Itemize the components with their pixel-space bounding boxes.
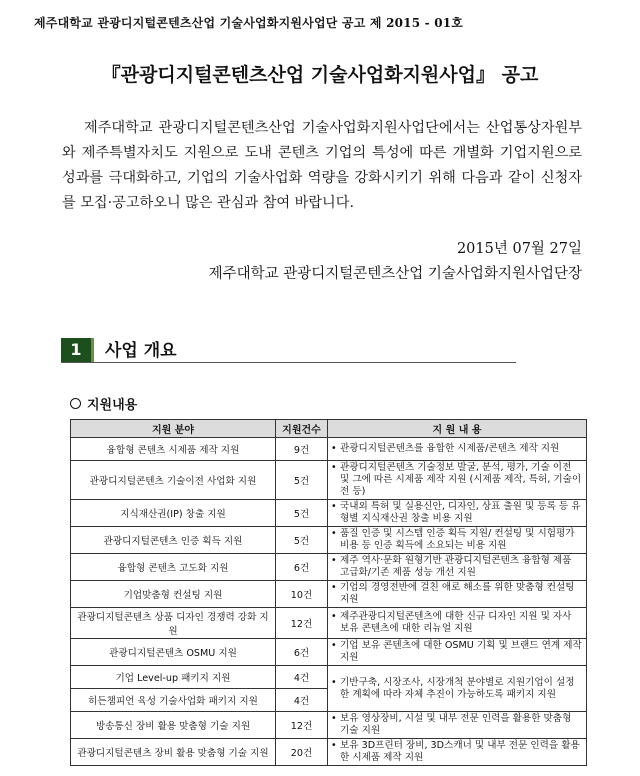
row-field: 히든챔피언 육성 기술사업화 패키지 지원 xyxy=(71,689,276,712)
row-content: • 기업 보유 콘텐츠에 대한 OSMU 기획 및 브랜드 연계 제작 지원 xyxy=(328,639,587,666)
table-row xyxy=(71,739,587,766)
row-content: • 보유 3D프린터 장비, 3D스캐너 및 내부 전문 인력을 활용한 시제품 제작 지원 xyxy=(328,739,587,766)
row-field: 지식재산권(IP) 창출 지원 xyxy=(71,500,276,527)
subsection-title: 지원내용 xyxy=(87,398,138,413)
bullet-icon: • xyxy=(331,676,337,688)
row-field: 관광디지털콘텐츠 OSMU 지원 xyxy=(71,639,276,666)
section-heading xyxy=(61,338,516,363)
table-row xyxy=(71,500,587,527)
row-count: 9건 xyxy=(276,438,328,461)
row-field: 융합형 콘텐츠 고도화 지원 xyxy=(71,554,276,581)
intro-paragraph xyxy=(62,116,582,216)
row-content: • 관광디지털콘텐츠를 융합한 시제품/콘텐츠 제작 지원 xyxy=(328,438,587,461)
row-content: • 제주 역사·문화 원형기반 관광디지털콘텐츠 융합형 제품 고급화/기존 제품 성능 개선 지원 xyxy=(328,554,587,581)
bullet-icon: • xyxy=(331,443,337,454)
bullet-icon: • xyxy=(331,582,337,593)
row-count: 5건 xyxy=(276,500,328,527)
table-row xyxy=(71,461,587,500)
row-content: • 기반구축, 시장조사, 시장개척 분야별로 지원기업이 설정한 계획에 따라 자체 추진이 가능하도록 패키지 지원 xyxy=(328,666,587,712)
table-row xyxy=(71,581,587,608)
table-row xyxy=(71,666,587,689)
row-field: 기업맞춤형 컨설팅 지원 xyxy=(71,581,276,608)
row-count: 5건 xyxy=(276,461,328,500)
announcement-date: 2015년 07월 27일 xyxy=(456,241,582,257)
table-row xyxy=(71,639,587,666)
bullet-icon: • xyxy=(331,740,337,751)
row-field: 융합형 콘텐츠 시제품 제작 지원 xyxy=(71,438,276,461)
row-count: 12건 xyxy=(276,712,328,739)
row-count: 20건 xyxy=(276,739,328,766)
table-row xyxy=(71,527,587,554)
row-field: 관광디지털콘텐츠 인증 획득 지원 xyxy=(71,527,276,554)
row-content: • 관광디지털콘텐츠 기술정보 발굴, 분석, 평가, 기술 이전 및 그에 따른 시제품 제작 지원 (시제품 제작, 특허, 기술이전 등) xyxy=(328,461,587,500)
bullet-icon: • xyxy=(331,555,337,566)
row-field: 관광디지털콘텐츠 상품 디자인 경쟁력 강화 지원 xyxy=(71,608,276,639)
row-count: 12건 xyxy=(276,608,328,639)
table-row xyxy=(71,554,587,581)
row-count: 5건 xyxy=(276,527,328,554)
intro-text: 제주대학교 관광디지털콘텐츠산업 기술사업화지원사업단에서는 산업통상자원부와 제주특별자치도 지원으로 도내 콘텐츠 기업의 특성에 따른 개별화 기업지원으로 성과를 극대화하고, 기업의 기술사업화 역량을 강화시키기 위해 다음과 같이 신청자를 모집·공고하오니 많은 관심과 참여 바랍니다. xyxy=(62,120,582,211)
circle-bullet-icon xyxy=(70,398,81,409)
table-row xyxy=(71,712,587,739)
row-content: • 국내외 특허 및 실용신안, 디자인, 상표 출원 및 등록 등 유형별 지식재산권 창출 비용 지원 xyxy=(328,500,587,527)
section-number: 1 xyxy=(61,338,91,362)
organization-name: 제주대학교 관광디지털콘텐츠산업 기술사업화지원사업단장 xyxy=(208,266,582,282)
support-table xyxy=(70,419,587,766)
table-header-row xyxy=(71,420,587,438)
table-row xyxy=(71,438,587,461)
bullet-icon: • xyxy=(331,462,337,473)
table-header-content: 지 원 내 용 xyxy=(328,420,587,438)
row-content: • 보유 영상장비, 시설 및 내부 전문 인력을 활용한 맞춤형 기술 지원 xyxy=(328,712,587,739)
bullet-icon: • xyxy=(331,611,337,622)
row-field: 기업 Level-up 패키지 지원 xyxy=(71,666,276,689)
row-field: 관광디지털콘텐츠 장비 활용 맞춤형 기술 지원 xyxy=(71,739,276,766)
row-field: 관광디지털콘텐츠 기술이전 사업화 지원 xyxy=(71,461,276,500)
row-count: 10건 xyxy=(276,581,328,608)
row-content: • 제주관광디지털콘텐츠에 대한 신규 디자인 지원 및 자사 보유 콘텐츠에 대한 리뉴얼 지원 xyxy=(328,608,587,639)
row-count: 4건 xyxy=(276,689,328,712)
table-header-count: 지원건수 xyxy=(276,420,328,438)
row-count: 6건 xyxy=(276,639,328,666)
row-count: 4건 xyxy=(276,666,328,689)
table-header-field: 지원 분야 xyxy=(71,420,276,438)
table-row xyxy=(71,608,587,639)
bullet-icon: • xyxy=(331,501,337,512)
bullet-icon: • xyxy=(331,528,337,539)
row-content: • 품질 인증 및 시스템 인증 획득 지원/ 컨설팅 및 시험평가 비용 등 인증 획득에 소요되는 비용 지원 xyxy=(328,527,587,554)
section-title: 사업 개요 xyxy=(105,341,177,361)
row-field: 방송통신 장비 활용 맞춤형 기술 지원 xyxy=(71,712,276,739)
row-count: 6건 xyxy=(276,554,328,581)
bullet-icon: • xyxy=(331,640,337,651)
row-content: • 기업의 경영전반에 걸친 애로 해소를 위한 맞춤형 컨설팅 지원 xyxy=(328,581,587,608)
page-title: 『관광디지털콘텐츠산업 기술사업화지원사업』 공고 xyxy=(101,64,539,86)
bullet-icon: • xyxy=(331,713,337,724)
document-header: 제주대학교 관광디지털콘텐츠산업 기술사업화지원사업단 공고 제 2015 - 01호 xyxy=(34,16,464,30)
subsection-heading xyxy=(70,394,137,413)
